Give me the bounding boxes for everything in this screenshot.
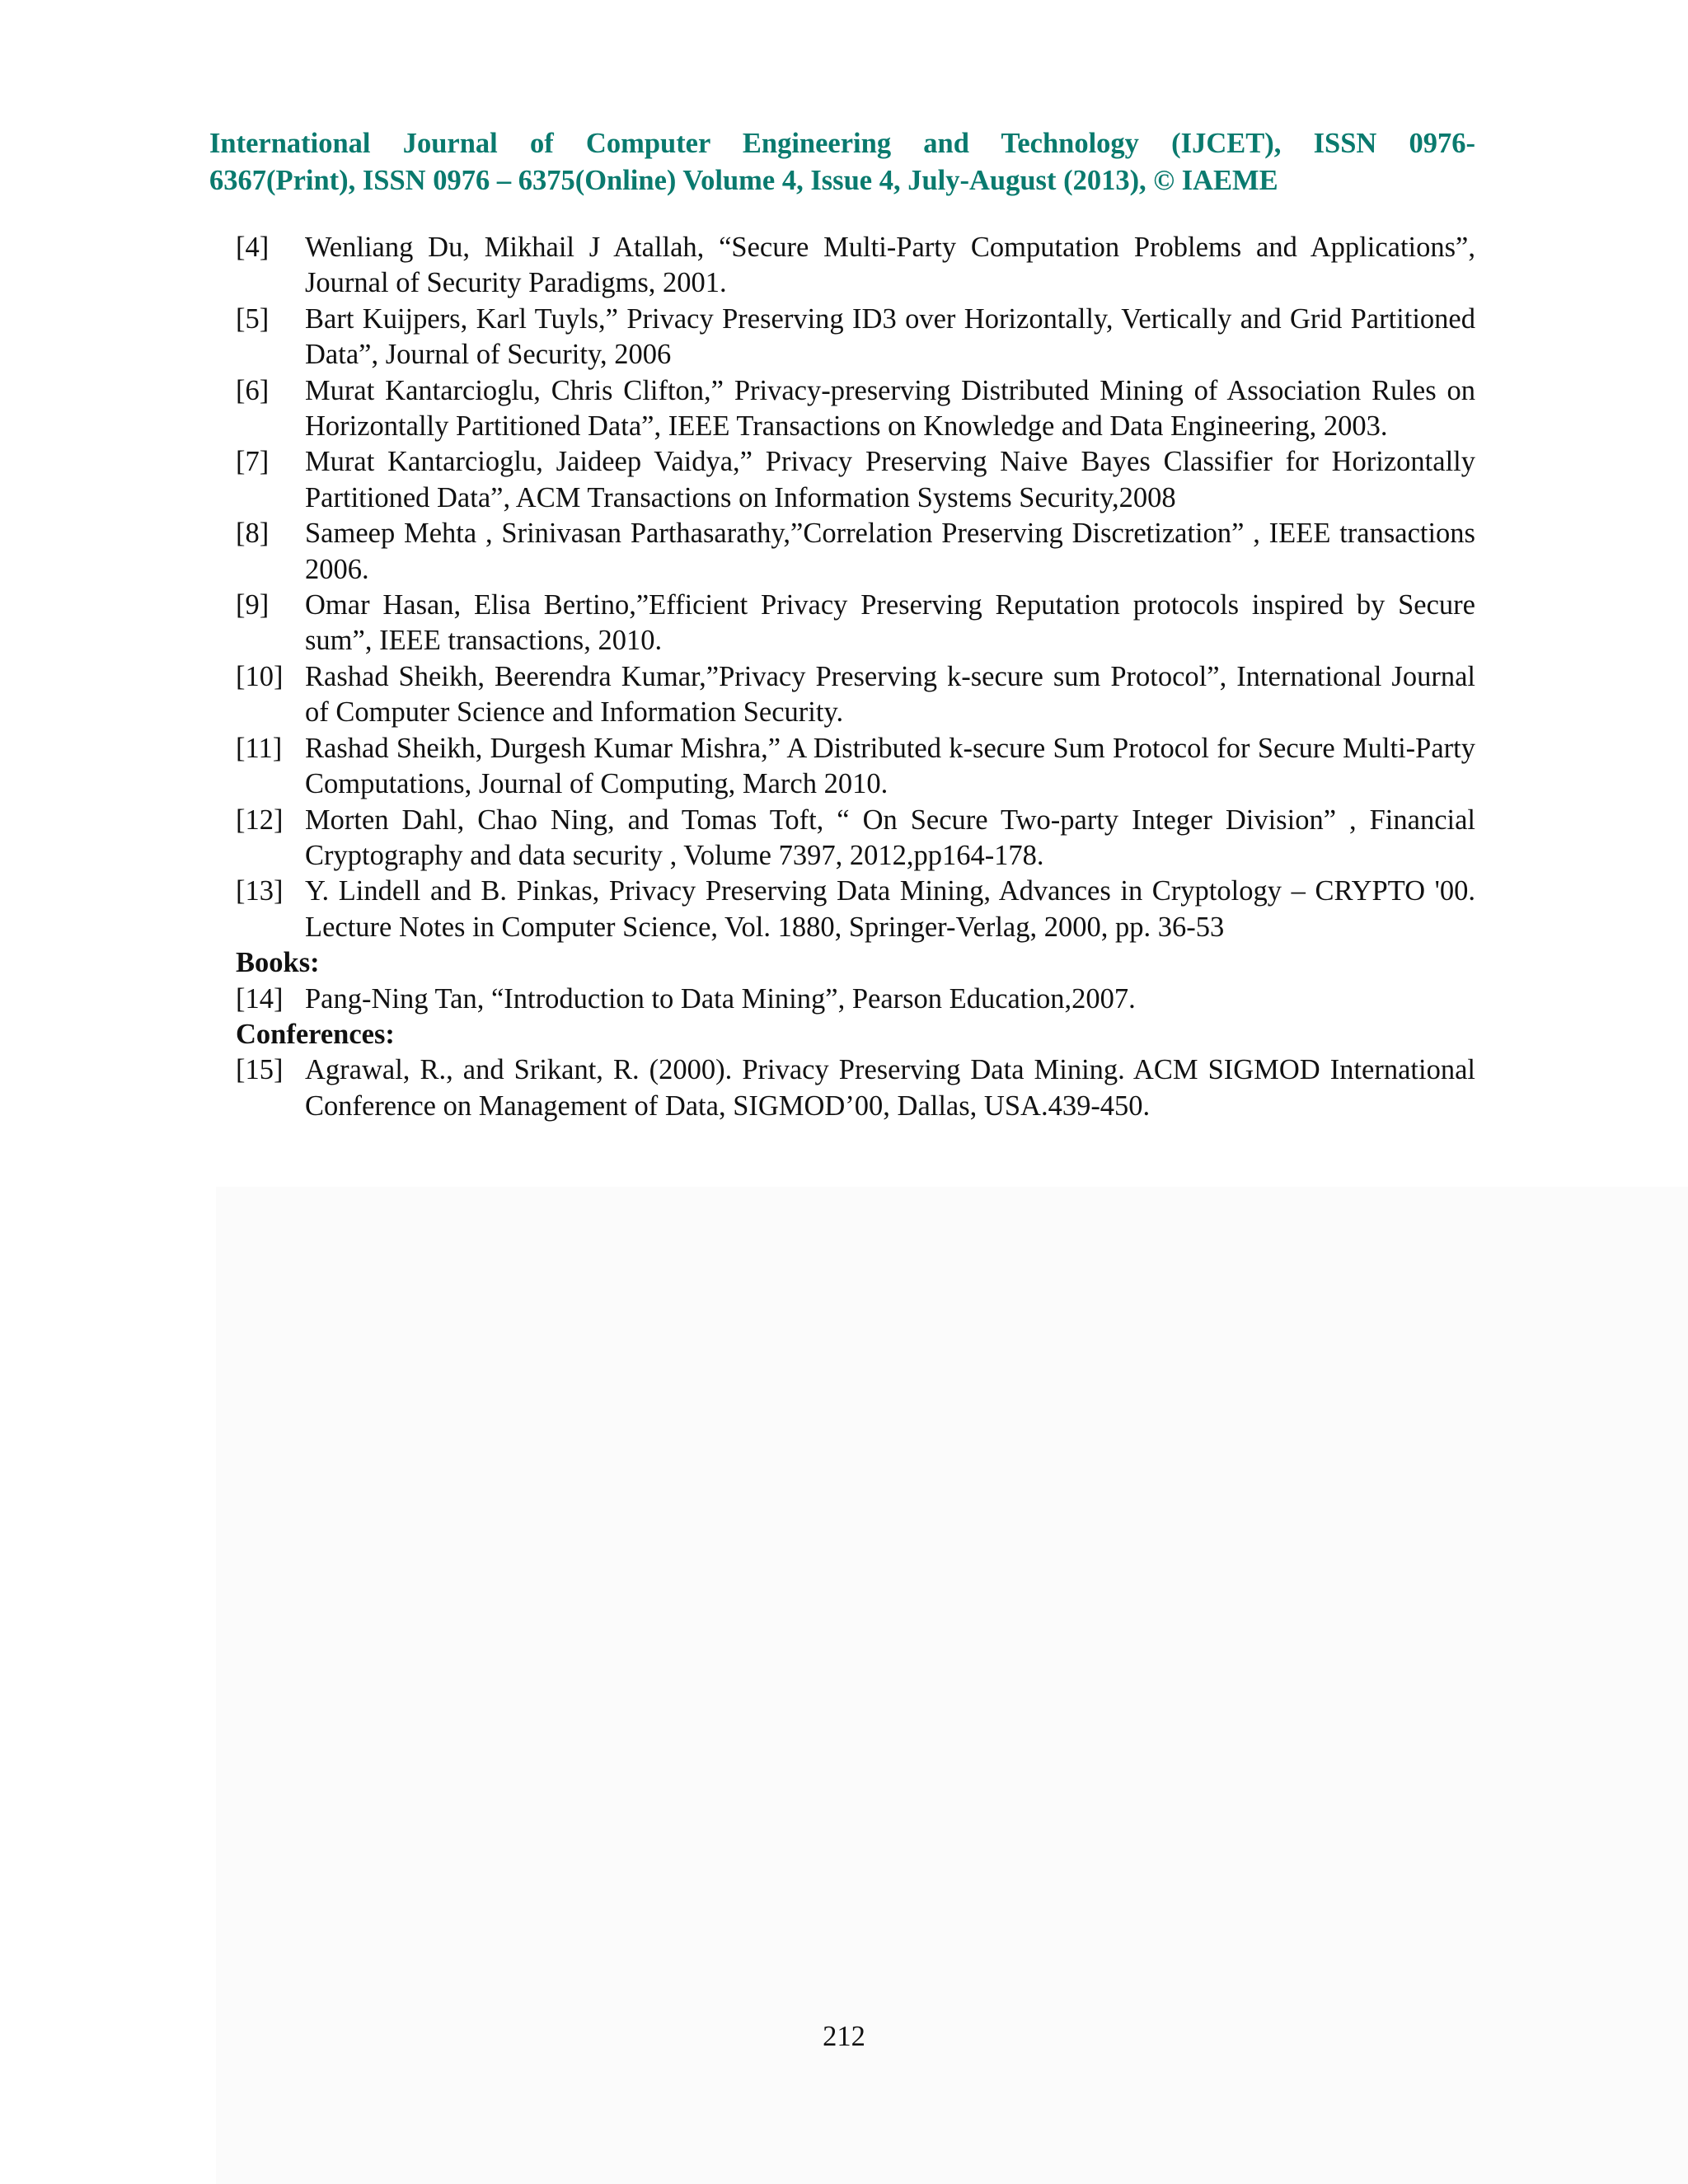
reference-number: [15] xyxy=(236,1054,284,1086)
reference-text: Rashad Sheikh, Durgesh Kumar Mishra,” A Distributed k-secure Sum Protocol for Secure Multi-Party Computations, Journal of Computing, March 2010. xyxy=(305,732,1475,800)
reference-text: Wenliang Du, Mikhail J Atallah, “Secure Multi-Party Computation Problems and Applications”, Journal of Security Paradigms, 2001. xyxy=(305,232,1475,299)
reference-text: Bart Kuijpers, Karl Tuyls,” Privacy Preserving ID3 over Horizontally, Vertically and Grid Partitioned Data”, Journal of Security, 2006 xyxy=(305,302,1475,371)
reference-item xyxy=(236,874,1475,945)
reference-item xyxy=(236,982,1475,1017)
reference-number: [4] xyxy=(236,232,270,263)
reference-number: [10] xyxy=(236,660,284,692)
reference-item xyxy=(236,373,1475,445)
reference-text: Murat Kantarcioglu, Chris Clifton,” Privacy-preserving Distributed Mining of Association Rules on Horizontally Partitioned Data”, IEEE Transactions on Knowledge and Data Engineering, 2003. xyxy=(305,374,1475,443)
reference-text: Pang-Ning Tan, “Introduction to Data Mining”, Pearson Education,2007. xyxy=(305,982,1136,1015)
reference-item xyxy=(236,803,1475,874)
reference-item xyxy=(236,588,1475,659)
reference-item xyxy=(236,1052,1475,1124)
reference-number: [11] xyxy=(236,732,283,764)
reference-item xyxy=(236,516,1475,588)
reference-text: Y. Lindell and B. Pinkas, Privacy Preserving Data Mining, Advances in Cryptology – CRYPTO '00. Lecture Notes in Computer Science, Vol. 1880, Springer-Verlag, 2000, pp. 36-53 xyxy=(305,875,1475,943)
reference-item xyxy=(236,230,1475,302)
books-heading: Books: xyxy=(236,947,320,979)
reference-text: Sameep Mehta , Srinivasan Parthasarathy,”Correlation Preserving Discretization” , IEEE transactions 2006. xyxy=(305,518,1475,585)
journal-header xyxy=(209,125,1475,199)
reference-item xyxy=(236,302,1475,373)
reference-number: [14] xyxy=(236,982,284,1015)
reference-number: [12] xyxy=(236,804,284,836)
reference-item xyxy=(236,444,1475,516)
reference-number: [7] xyxy=(236,446,270,478)
reference-number: [9] xyxy=(236,589,270,621)
reference-number: [6] xyxy=(236,374,270,406)
conferences-heading: Conferences: xyxy=(236,1018,395,1050)
page-number: 212 xyxy=(823,2021,865,2052)
reference-number: [8] xyxy=(236,518,270,550)
reference-number: [5] xyxy=(236,302,270,335)
reference-item xyxy=(236,659,1475,731)
journal-header-line-1: International Journal of Computer Engineering and Technology (IJCET), ISSN 0976- xyxy=(209,128,1475,159)
reference-text: Rashad Sheikh, Beerendra Kumar,”Privacy Preserving k-secure sum Protocol”, International Journal of Computer Science and Information Security. xyxy=(305,660,1475,729)
reference-text: Agrawal, R., and Srikant, R. (2000). Privacy Preserving Data Mining. ACM SIGMOD International Conference on Management of Data, SIGMOD’00, Dallas, USA.439-450. xyxy=(305,1054,1475,1122)
reference-number: [13] xyxy=(236,875,284,907)
reference-text: Morten Dahl, Chao Ning, and Tomas Toft, “ On Secure Two-party Integer Division” , Financial Cryptography and data security , Volume 7397, 2012,pp164-178. xyxy=(305,804,1475,871)
references-section xyxy=(236,230,1475,1124)
journal-header-line-2: 6367(Print), ISSN 0976 – 6375(Online) Volume 4, Issue 4, July-August (2013), © IAEME xyxy=(209,165,1278,196)
reference-item xyxy=(236,731,1475,803)
reference-text: Omar Hasan, Elisa Bertino,”Efficient Privacy Preserving Reputation protocols inspired by Secure sum”, IEEE transactions, 2010. xyxy=(305,589,1475,657)
reference-text: Murat Kantarcioglu, Jaideep Vaidya,” Privacy Preserving Naive Bayes Classifier for Horizontally Partitioned Data”, ACM Transactions on Information Systems Security,2008 xyxy=(305,446,1475,513)
